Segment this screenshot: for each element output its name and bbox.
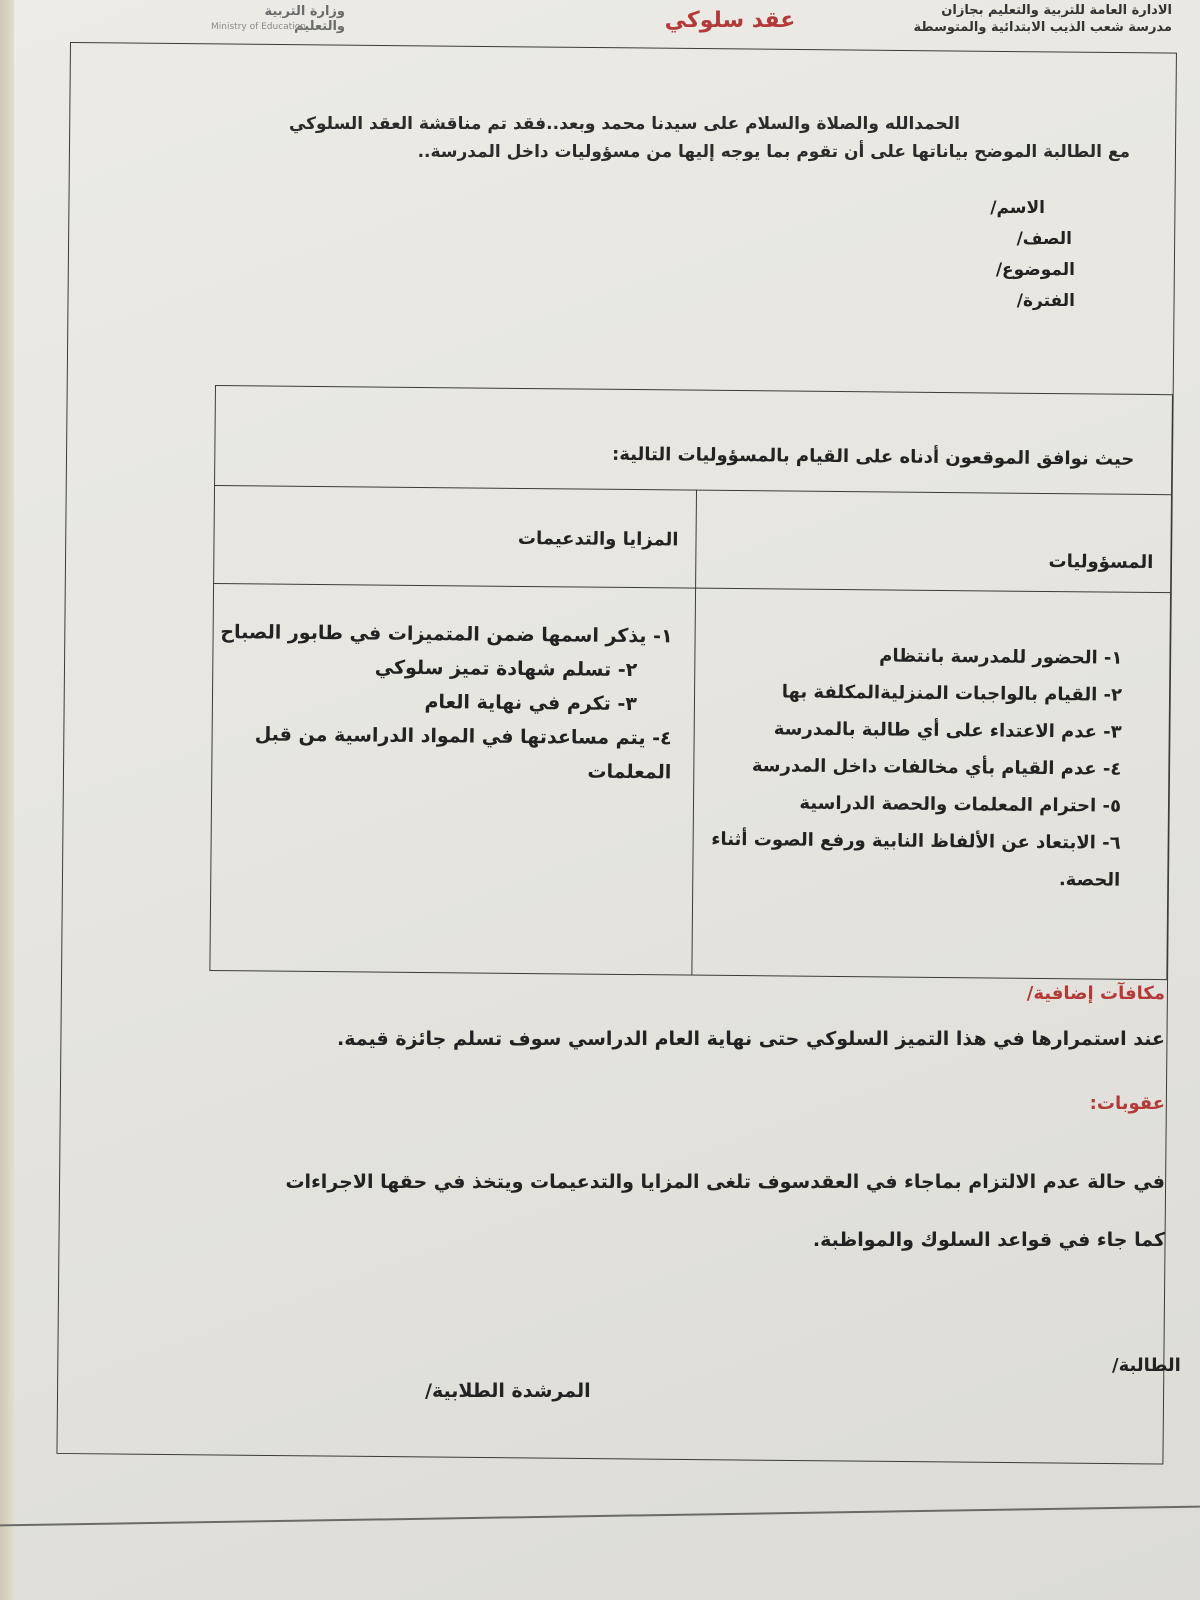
list-item: ٣- عدم الاعتداء على أي طالبة بالمدرسة: [773, 718, 1122, 743]
table-heading: حيث نوافق الموقعون أدناه على القيام بالمسؤوليات التالية:: [611, 443, 1135, 470]
student-fields: [900, 193, 1100, 317]
list-item: ٦- الابتعاد عن الألفاظ النابية ورفع الصوت أثناء الحصة.: [711, 828, 1121, 891]
field-class: الصف/: [1016, 229, 1072, 249]
logo-text-ar: وزارة التربية والتعليم: [264, 4, 345, 34]
list-item: ٢- القيام بالواجبات المنزليةالمكلفة بها: [781, 681, 1123, 706]
table-column-divider: [691, 490, 697, 975]
penalties-title: عقوبات:: [1089, 1093, 1165, 1114]
student-signature-label: الطالبة/: [1112, 1355, 1181, 1376]
perks-list: [216, 615, 673, 789]
field-subject: الموضوع/: [995, 260, 1075, 280]
counselor-signature-label: المرشدة الطلابية/: [425, 1380, 591, 1402]
desk-edge: [0, 0, 14, 1600]
header-line-2: مدرسة شعب الذيب الابتدائية والمتوسطة: [913, 20, 1172, 35]
header-institution: [852, 2, 1172, 36]
field-period: الفترة/: [1016, 291, 1075, 311]
penalties-text: [215, 1153, 1165, 1269]
intro-line-1: الحمدالله والصلاة والسلام على سيدنا محمد وبعد..فقد تم مناقشة العقد السلوكي: [288, 114, 960, 134]
logo-text-en: Ministry of Education: [211, 22, 306, 32]
column-header-responsibilities: المسؤوليات: [1048, 551, 1154, 574]
list-item: ٥- احترام المعلمات والحصة الدراسية: [799, 792, 1122, 817]
intro-paragraph: [270, 110, 1130, 166]
field-name: الاسم/: [990, 198, 1045, 218]
extra-rewards-text: عند استمرارها في هذا التميز السلوكي حتى نهاية العام الدراسي سوف تسلم جائزة قيمة.: [337, 1028, 1165, 1050]
extra-rewards-title: مكافآت إضافية/: [1026, 983, 1165, 1004]
table-border-bottom: [209, 970, 1167, 980]
responsibilities-table: [209, 385, 1173, 989]
list-item: ١- يذكر اسمها ضمن المتميزات في طابور الصباح: [220, 621, 673, 648]
list-item: ٤- يتم مساعدتها في المواد الدراسية من قبل المعلمات: [254, 723, 672, 784]
list-item: ١- الحضور للمدرسة بانتظام: [879, 645, 1123, 669]
ministry-logo: [205, 4, 345, 38]
header-line-1: الادارة العامة للتربية والتعليم بجازان: [941, 3, 1172, 18]
document-title: عقد سلوكي: [664, 8, 796, 33]
penalties-line-1: في حالة عدم الالتزام بماجاء في العقدسوف تلغى المزايا والتدعيمات ويتخذ في حقها الاجراءات: [285, 1171, 1165, 1193]
column-header-perks: المزايا والتدعيمات: [517, 527, 679, 551]
intro-line-2: مع الطالبة الموضح بياناتها على أن تقوم بما يوجه إليها من مسؤوليات داخل المدرسة..: [417, 142, 1130, 162]
table-divider-heading: [214, 485, 1172, 495]
list-item: ٣- تكرم في نهاية العام: [424, 691, 638, 716]
responsibilities-list: [710, 636, 1122, 899]
table-divider-columns: [213, 583, 1171, 593]
list-item: ٢- تسلم شهادة تميز سلوكي: [374, 656, 638, 682]
penalties-line-2: كما جاء في قواعد السلوك والمواظبة.: [812, 1229, 1165, 1251]
list-item: ٤- عدم القيام بأي مخالفات داخل المدرسة: [751, 755, 1122, 780]
